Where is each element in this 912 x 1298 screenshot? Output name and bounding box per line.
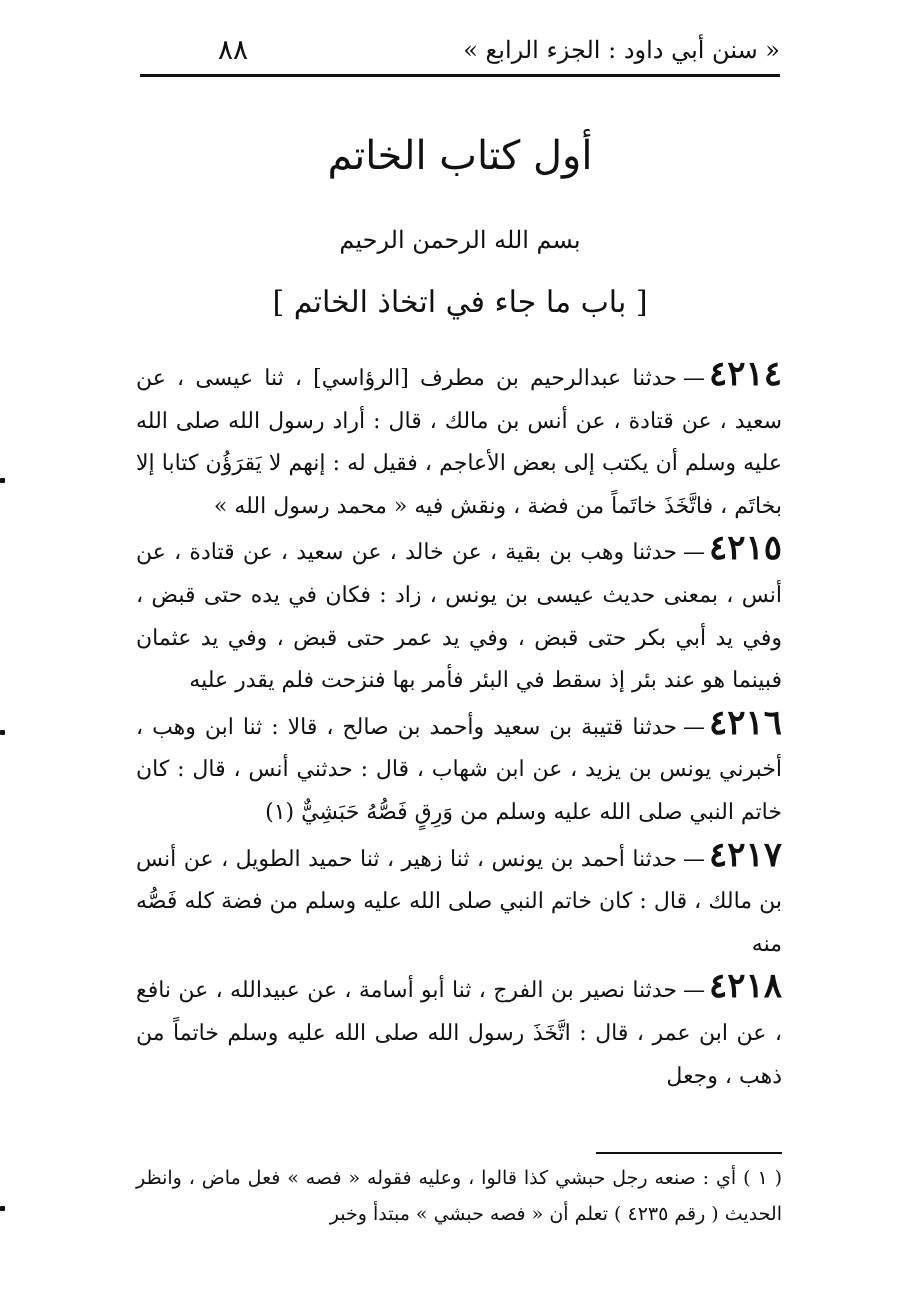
dash-separator: — [682, 978, 705, 1004]
dash-separator: — [682, 366, 705, 391]
page-header [140, 30, 780, 70]
hadith-4217 [136, 835, 782, 967]
dash-separator: — [682, 846, 705, 872]
footnote-rule [596, 1152, 782, 1154]
hadith-number: ٤٢١٥ [708, 528, 782, 569]
hadith-list [136, 354, 782, 1098]
hadith-4218 [136, 966, 782, 1098]
basmala: بسم الله الرحمن الرحيم [339, 226, 581, 254]
hadith-text: حدثنا قتيبة بن سعيد وأحمد بن صالح ، قالا : ثنا ابن وهب ، أخبرني يونس بن يزيد ، عن ابن شهاب ، قال : حدثني أنس ، قال : كان خاتم النبي صلى الله عليه وسلم من وَرِقٍ فَصُّهُ حَبَشِيٌّ (١) [136, 714, 782, 825]
page-number: ٨٨ [218, 33, 249, 66]
hadith-number: ٤٢١٦ [708, 702, 782, 743]
margin-mark [0, 730, 5, 735]
dash-separator: — [682, 540, 705, 566]
hadith-4215 [136, 528, 782, 702]
hadith-number: ٤٢١٤ [708, 354, 782, 394]
hadith-number: ٤٢١٧ [708, 834, 782, 875]
hadith-4216 [136, 703, 782, 835]
hadith-text: حدثنا وهب بن بقية ، عن خالد ، عن سعيد ، عن قتادة ، عن أنس ، بمعنى حديث عيسى بن يونس ، زاد : فكان في يده حتى قبض ، وفي يد أبي بكر حتى قبض ، وفي يد عمر حتى قبض ، وفي يد عثمان فبينما هو عند بئر إذ سقط في البئر فأمر بها فنزحت فلم يقدر عليه [136, 540, 782, 694]
dash-separator: — [682, 714, 705, 740]
chapter-title: أول كتاب الخاتم [327, 133, 593, 179]
hadith-number: ٤٢١٨ [708, 966, 782, 1007]
margin-mark [0, 478, 5, 483]
hadith-text: حدثنا أحمد بن يونس ، ثنا زهير ، ثنا حميد الطويل ، عن أنس بن مالك ، قال : كان خاتم النبي صلى الله عليه وسلم من فضة كله فَصُّه منه [136, 846, 782, 957]
section-heading: [ باب ما جاء في اتخاذ الخاتم ] [272, 285, 648, 320]
header-rule [140, 74, 780, 77]
running-title: « سنن أبي داود : الجزء الرابع » [463, 36, 780, 64]
footnote: ( ١ ) أي : صنعه رجل حبشي كذا قالوا ، وعليه فقوله « فصه » فعل ماض ، وانظر الحديث ( رقم ٤٢٣٥ ) تعلم أن « فصه حبشي » مبتدأ وخبر [136, 1167, 783, 1225]
hadith-text: حدثنا نصير بن الفرج ، ثنا أبو أسامة ، عن عبيدالله ، عن نافع ، عن ابن عمر ، قال : اتَّخَذَ رسول الله صلى الله عليه وسلم خاتماً من ذهب ، وجعل [136, 978, 782, 1089]
hadith-text: حدثنا عبدالرحيم بن مطرف [الرؤاسي] ، ثنا عيسى ، عن سعيد ، عن قتادة ، عن أنس بن مالك ، قال : أراد رسول الله صلى الله عليه وسلم أن يكتب إلى بعض الأعاجم ، فقيل له : إنهم لا يَقرَؤُن كتابا إلا بخاتَم ، فاتَّخَذَ خاتَماً من فضة ، ونقش فيه « محمد رسول الله » [136, 366, 782, 519]
margin-mark [0, 1206, 5, 1211]
hadith-4214 [136, 354, 782, 528]
